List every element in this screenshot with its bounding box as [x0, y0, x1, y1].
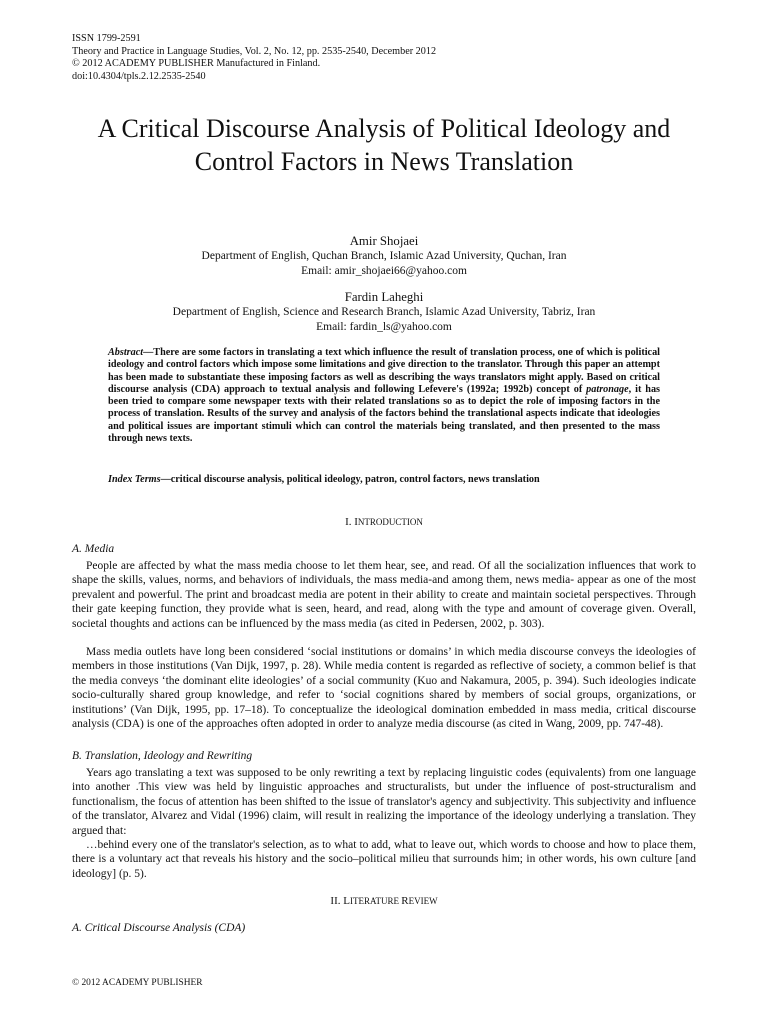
copyright-line: © 2012 ACADEMY PUBLISHER Manufactured in Finland. — [72, 58, 321, 70]
paragraph-media-2: Mass media outlets have long been considered ‘social institutions or domains’ in which media discourse conveys the ideologies of members in those institutions (Van Dijk, 1997, p. 28). While media content is regarded as reflective of society, a common belief is that the media conveys ‘the dominant elite ideologies’ of a social community (Kuo and Nakamura, 2005, p. 394). Such ideologies indicate socio-culturally shared group knowledge, and refer to ‘social cognitions shared by members of social groups, organizations, or institutions’ (Van Dijk, 1995, pp. 17–18). To conceptualize the ideological domination embedded in mass media, critical discourse analysis (CDA) is one of the approaches often adopted in order to analyze media discourse (as cited in Wang, 2009, pp. 747-48). — [72, 646, 696, 731]
author-email: Email: fardin_ls@yahoo.com — [316, 320, 452, 333]
author-name: Amir Shojaei — [349, 234, 419, 248]
section-rest: ITERATURE — [349, 896, 402, 906]
subsection-heading-cda: A. Critical Discourse Analysis (CDA) — [72, 922, 246, 934]
abstract-label: Abstract — [108, 347, 144, 358]
section-numeral: I. — [345, 516, 355, 528]
issn: ISSN 1799-2591 — [72, 33, 141, 44]
subsection-heading-translation: B. Translation, Ideology and Rewriting — [72, 750, 253, 762]
paragraph-media-1: People are affected by what the mass media choose to let them hear, see, and read. Of all the socialization influences that work to shape the skills, values, norms, and behaviors of individuals, the mass media-and among them, news media- appear as one of the most prevalent and powerful. The print and broadcast media are potent in their ability to create and maintain societal perspectives. Through their gate keeping function, they provide what is seen, heard, and read, along with the type and amount of coverage given. Overall, societal thoughts and actions can be influenced by the mass media (as cited in Pedersen, 2002, p. 303). — [72, 560, 696, 630]
abstract-text-cont: , it has been tried to compare some newspaper texts with their related translations so as to depict the role of imposing factors in the process of translation. Results of the survey and analysis of the factors behind the translational aspects indicate that ideologies and political issues are important stimuli which can control the materials being translated, and then presented to the mass through news texts. — [108, 383, 661, 445]
abstract-emphasis: patronage — [586, 383, 629, 395]
section-initial: R — [401, 895, 409, 907]
page-footer: © 2012 ACADEMY PUBLISHER — [72, 978, 203, 988]
doi: doi:10.4304/tpls.2.12.2535-2540 — [72, 70, 206, 82]
paper-title: A Critical Discourse Analysis of Political Ideology and Control Factors in News Translation — [97, 114, 671, 176]
section-initial: L — [343, 895, 350, 907]
section-rest: NTRODUCTION — [357, 517, 423, 527]
section-heading-introduction — [72, 515, 696, 529]
journal-header — [72, 33, 436, 83]
section-heading-literature-review — [72, 894, 696, 908]
author-name: Fardin Laheghi — [344, 290, 424, 304]
subsection-heading-media: A. Media — [72, 543, 115, 555]
author-email: Email: amir_shojaei66@yahoo.com — [301, 264, 467, 277]
section-rest: EVIEW — [408, 896, 438, 906]
index-terms-label: Index Terms — [108, 474, 161, 485]
author-affiliation: Department of English, Quchan Branch, Islamic Azad University, Quchan, Iran — [201, 250, 567, 262]
author-block-2 — [72, 289, 696, 334]
abstract — [108, 347, 660, 445]
abstract-text: —There are some factors in translating a text which influence the result of translation process, one of which is political ideology and control factors which impose some limitations and give direction to the translator. Through this paper an attempt has been made to substantiate these imposing factors as well as describing the ways translators might apply. Based on critical discourse analysis (CDA) approach to textual analysis and following Lefevere's (1992a; 1992b) concept of — [108, 347, 660, 395]
section-initial: I — [354, 516, 358, 528]
author-block-1 — [72, 233, 696, 278]
paragraph-translation-1: Years ago translating a text was supposed to be only rewriting a text by replacing linguistic codes (equivalents) from one language into another .This view was held by linguistic approaches and structuralists, but under the influence of post-structuralism and functionalism, the focus of attention has been shifted to the issue of translator's agency and subjectivity. This subjectivity and influence of the translator, Alvarez and Vidal (1996) claim, will result in realizing the importance of the ideology underlying a translation. They argued that: — [72, 767, 696, 837]
journal-citation: Theory and Practice in Language Studies, Vol. 2, No. 12, pp. 2535-2540, December 2012 — [72, 45, 437, 57]
author-affiliation: Department of English, Science and Research Branch, Islamic Azad University, Tabriz, Iran — [172, 306, 596, 318]
block-quote: …behind every one of the translator's selection, as to what to add, what to leave out, which words to choose and how to place them, there is a voluntary act that reveals his history and the socio–political milieu that surrounds him; in other words, his own culture [and ideology] (p. 5). — [72, 839, 696, 880]
index-terms-text: —critical discourse analysis, political ideology, patron, control factors, news translation — [160, 474, 540, 485]
section-numeral: II. — [330, 895, 344, 907]
index-terms — [108, 474, 660, 486]
